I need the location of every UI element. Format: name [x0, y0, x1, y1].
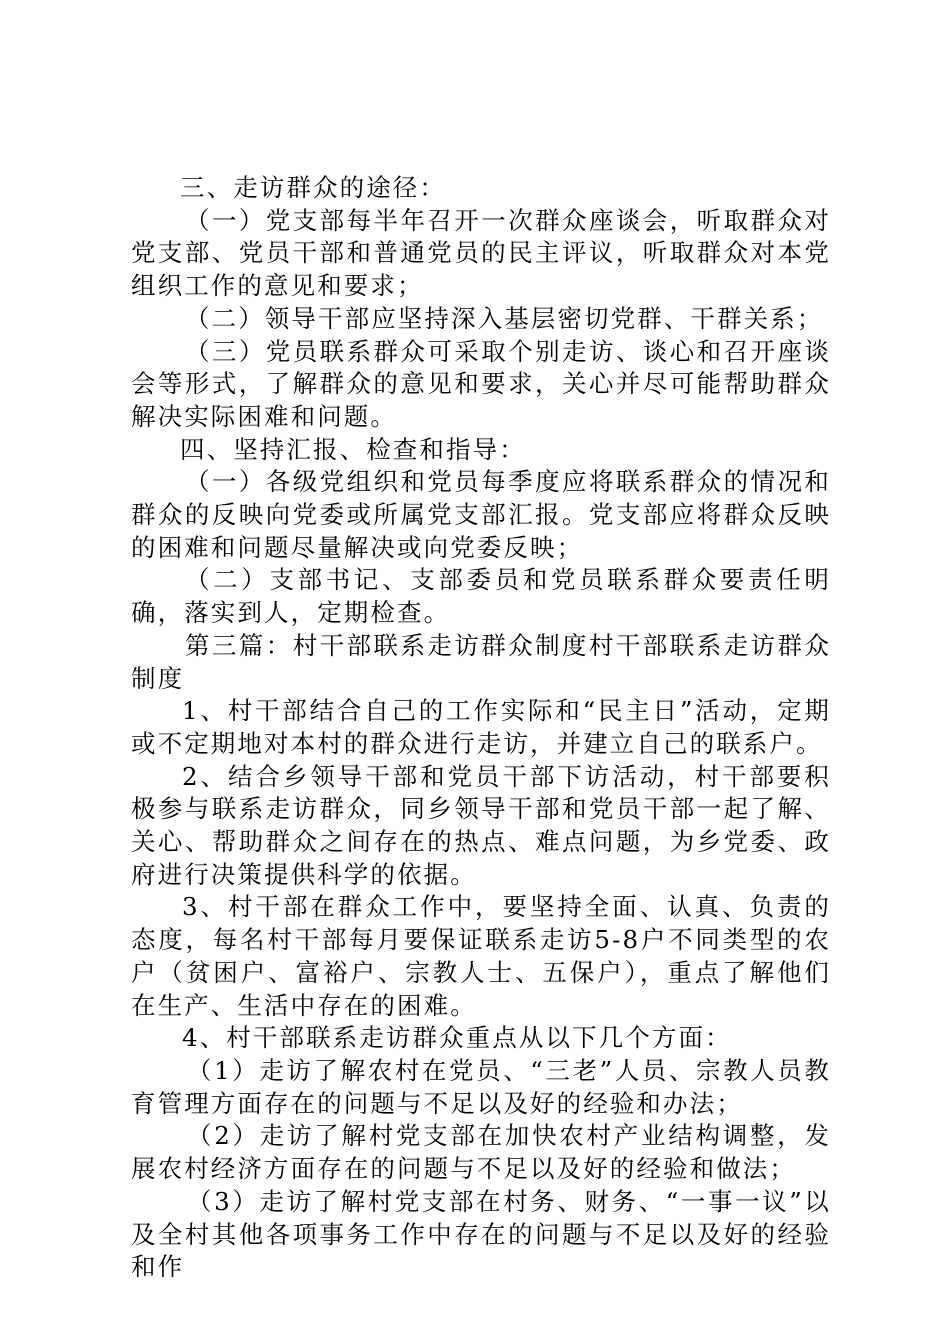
rule-item-3: 3、村干部在群众工作中，要坚持全面、认真、负责的态度，每名村干部每月要保证联系走访5-8户不同类型的农户（贫困户、富裕户、宗教人士、五保户），重点了解他们在生产、生活中存在的困难。: [131, 892, 831, 1020]
section-heading-4: 四、坚持汇报、检查和指导：: [180, 434, 526, 464]
rule-item-1: 1、村干部结合自己的工作实际和“民主日”活动，定期或不定期地对本村的群众进行走访，并建立自己的联系户。: [131, 696, 831, 758]
section-heading-3: 三、走访群众的途径：: [180, 173, 446, 202]
paragraph-4-1: （一）各级党组织和党员每季度应将联系群众的情况和群众的反映向党委或所属党支部汇报。党支部应将群众反映的困难和问题尽量解决或向党委反映；: [131, 467, 831, 562]
chapter-title: 第三篇：村干部联系走访群众制度村干部联系走访群众制度: [131, 630, 831, 693]
rule-subitem-1: （1）走访了解农村在党员、“三老”人员、宗教人员教育管理方面存在的问题与不足以及好的经验和办法；: [131, 1055, 831, 1118]
rule-item-4: 4、村干部联系走访群众重点从以下几个方面：: [182, 1023, 732, 1053]
paragraph-3-2: （二）领导干部应坚持深入基层密切党群、干群关系；: [185, 303, 824, 333]
paragraph-3-1: （一）党支部每半年召开一次群众座谈会，听取群众对党支部、党员干部和普通党员的民主评议，听取群众对本党组织工作的意见和要求；: [131, 205, 831, 301]
rule-subitem-3: （3）走访了解村党支部在村务、财务、“一事一议”以及全村其他各项事务工作中存在的问题与不足以及好的经验和作: [131, 1186, 831, 1282]
paragraph-4-2: （二）支部书记、支部委员和党员联系群众要责任明确，落实到人，定期检查。: [131, 565, 831, 628]
paragraph-3-3: （三）党员联系群众可采取个别走访、谈心和召开座谈会等形式，了解群众的意见和要求，关心并尽可能帮助群众解决实际困难和问题。: [131, 336, 831, 431]
document-body: [131, 172, 831, 1284]
rule-item-2: 2、结合乡领导干部和党员干部下访活动，村干部要积极参与联系走访群众，同乡领导干部和党员干部一起了解、关心、帮助群众之间存在的热点、难点问题，为乡党委、政府进行决策提供科学的依据。: [131, 761, 831, 889]
rule-subitem-2: （2）走访了解村党支部在加快农村产业结构调整，发展农村经济方面存在的问题与不足以及好的经验和做法；: [131, 1121, 831, 1184]
